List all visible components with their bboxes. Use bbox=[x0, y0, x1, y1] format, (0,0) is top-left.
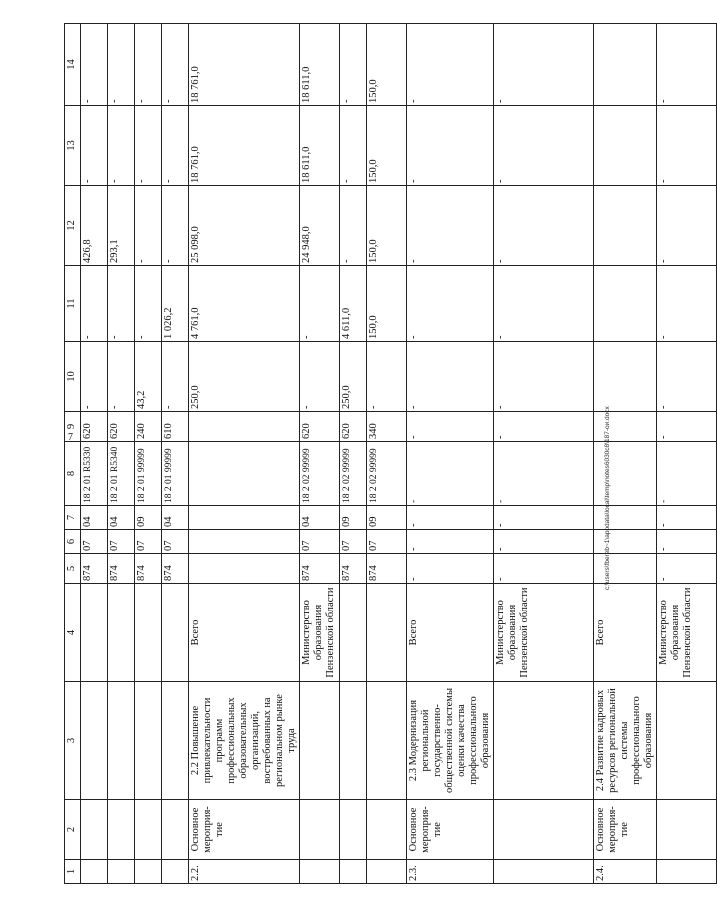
table-cell: - bbox=[657, 412, 717, 442]
table-cell bbox=[594, 342, 657, 412]
table-cell bbox=[594, 554, 657, 584]
table-row bbox=[657, 24, 717, 884]
table-cell: 07 bbox=[300, 530, 340, 554]
table-row bbox=[162, 24, 189, 884]
table-cell: - bbox=[494, 412, 594, 442]
table-cell bbox=[162, 584, 189, 682]
table-cell bbox=[135, 860, 162, 884]
table-cell: - bbox=[135, 186, 162, 266]
table-cell: 2.3. bbox=[407, 860, 494, 884]
table-cell: - bbox=[407, 266, 494, 342]
table-cell: 620 bbox=[81, 412, 108, 442]
header-col-1: 1 bbox=[65, 860, 81, 884]
table-cell: - bbox=[407, 412, 494, 442]
header-row bbox=[65, 24, 81, 884]
file-path-footer: c:\users\fbereb~1\appdata\local\temp\notes6030c8\187-ои.docx bbox=[604, 406, 611, 590]
table-row bbox=[300, 24, 340, 884]
table-cell bbox=[81, 584, 108, 682]
table-cell: 18 2 01 R5330 bbox=[81, 442, 108, 506]
table-body bbox=[81, 24, 717, 884]
table-cell: - bbox=[367, 342, 407, 412]
table-cell: - bbox=[135, 266, 162, 342]
table-cell bbox=[594, 266, 657, 342]
table-cell: - bbox=[108, 24, 135, 106]
table-cell: - bbox=[407, 106, 494, 186]
table-cell: 43,2 bbox=[135, 342, 162, 412]
table-cell: - bbox=[494, 186, 594, 266]
table-cell: 874 bbox=[300, 554, 340, 584]
table-cell: - bbox=[407, 554, 494, 584]
table-cell: - bbox=[81, 24, 108, 106]
table-cell bbox=[108, 800, 135, 860]
table-cell: - bbox=[162, 106, 189, 186]
table-cell bbox=[594, 24, 657, 106]
table-cell bbox=[367, 800, 407, 860]
table-cell: 426,8 bbox=[81, 186, 108, 266]
table-cell: - bbox=[657, 342, 717, 412]
table-cell: 610 bbox=[162, 412, 189, 442]
table-cell bbox=[340, 584, 367, 682]
header-col-8: 8 bbox=[65, 442, 81, 506]
table-cell bbox=[108, 584, 135, 682]
table-cell: 150,0 bbox=[367, 186, 407, 266]
table-cell: - bbox=[494, 530, 594, 554]
table-cell: 04 bbox=[162, 506, 189, 530]
table-cell bbox=[657, 800, 717, 860]
table-cell: 620 bbox=[300, 412, 340, 442]
table-cell: - bbox=[657, 554, 717, 584]
table-cell: - bbox=[657, 266, 717, 342]
table-cell: 24 948,0 bbox=[300, 186, 340, 266]
table-cell: - bbox=[657, 186, 717, 266]
table-cell bbox=[189, 412, 300, 442]
table-cell: - bbox=[657, 442, 717, 506]
table-cell bbox=[189, 554, 300, 584]
table-cell: - bbox=[81, 106, 108, 186]
table-cell: - bbox=[340, 186, 367, 266]
header-col-11: 11 bbox=[65, 266, 81, 342]
table-row bbox=[81, 24, 108, 884]
table-cell: 2.3 Модернизация региональной государственно-общественной системы оценки качества профессионального образования bbox=[407, 682, 494, 800]
table-cell bbox=[189, 442, 300, 506]
header-col-14: 14 bbox=[65, 24, 81, 106]
table-cell: 2.4 Развитие кадровых ресурсов региональной системы профессионального образования bbox=[594, 682, 657, 800]
table-cell: 04 bbox=[81, 506, 108, 530]
table-row bbox=[135, 24, 162, 884]
table-cell: - bbox=[407, 342, 494, 412]
table-cell: 18 2 02 99999 bbox=[367, 442, 407, 506]
table-row bbox=[108, 24, 135, 884]
table-cell: Основное мероприя-тие bbox=[189, 800, 300, 860]
table-cell bbox=[340, 682, 367, 800]
table-cell: - bbox=[494, 442, 594, 506]
table-cell: Всего bbox=[594, 584, 657, 682]
table-cell bbox=[81, 682, 108, 800]
table-cell: - bbox=[162, 342, 189, 412]
table-cell: 25 098,0 bbox=[189, 186, 300, 266]
table-cell: - bbox=[494, 106, 594, 186]
table-cell bbox=[594, 412, 657, 442]
table-cell: 2.2. bbox=[189, 860, 300, 884]
table-row bbox=[340, 24, 367, 884]
table-cell bbox=[300, 682, 340, 800]
table-cell: 620 bbox=[108, 412, 135, 442]
table-cell: - bbox=[657, 106, 717, 186]
table-cell: 18 761,0 bbox=[189, 24, 300, 106]
table-cell bbox=[494, 860, 594, 884]
table-cell: 150,0 bbox=[367, 106, 407, 186]
table-cell: 874 bbox=[135, 554, 162, 584]
table-cell: Министерство образования Пензенской области bbox=[300, 584, 340, 682]
table-cell: - bbox=[657, 24, 717, 106]
table-cell: 150,0 bbox=[367, 24, 407, 106]
table-cell bbox=[162, 682, 189, 800]
table-cell: 4 761,0 bbox=[189, 266, 300, 342]
budget-table bbox=[64, 23, 717, 884]
header-col-3: 3 bbox=[65, 682, 81, 800]
table-cell: 293,1 bbox=[108, 186, 135, 266]
table-cell bbox=[657, 860, 717, 884]
table-cell: - bbox=[108, 342, 135, 412]
table-cell: 340 bbox=[367, 412, 407, 442]
table-cell bbox=[189, 506, 300, 530]
table-cell: - bbox=[494, 266, 594, 342]
table-cell bbox=[594, 106, 657, 186]
table-row bbox=[367, 24, 407, 884]
page-number: 7 bbox=[68, 432, 73, 443]
table-cell: 09 bbox=[135, 506, 162, 530]
table-cell: 09 bbox=[367, 506, 407, 530]
table-cell: 874 bbox=[367, 554, 407, 584]
table-cell: - bbox=[135, 24, 162, 106]
table-row bbox=[594, 24, 657, 884]
table-cell: - bbox=[340, 24, 367, 106]
table-cell: 07 bbox=[81, 530, 108, 554]
table-cell: - bbox=[162, 186, 189, 266]
table-cell: 18 2 01 R5340 bbox=[108, 442, 135, 506]
table-cell: - bbox=[494, 342, 594, 412]
header-col-7: 7 bbox=[65, 506, 81, 530]
table-cell: - bbox=[494, 24, 594, 106]
table-cell: 874 bbox=[162, 554, 189, 584]
table-cell: Основное мероприя-тие bbox=[407, 800, 494, 860]
table-cell: - bbox=[494, 554, 594, 584]
table-cell: - bbox=[108, 266, 135, 342]
table-cell bbox=[594, 530, 657, 554]
table-cell: 250,0 bbox=[189, 342, 300, 412]
table-cell bbox=[135, 682, 162, 800]
table-cell: - bbox=[81, 266, 108, 342]
table-cell: - bbox=[407, 186, 494, 266]
table-cell: 2.2 Повышение привлекательности программ профессиональных образовательных организаций, востребованных на региональном рынке труда bbox=[189, 682, 300, 800]
table-cell bbox=[135, 584, 162, 682]
table-cell: - bbox=[135, 106, 162, 186]
table-cell: 874 bbox=[81, 554, 108, 584]
table-cell: 04 bbox=[108, 506, 135, 530]
header-col-12: 12 bbox=[65, 186, 81, 266]
table-cell: 18 761,0 bbox=[189, 106, 300, 186]
table-cell: 150,0 bbox=[367, 266, 407, 342]
table-cell bbox=[81, 860, 108, 884]
table-cell: 07 bbox=[367, 530, 407, 554]
table-cell bbox=[367, 584, 407, 682]
table-cell: - bbox=[81, 342, 108, 412]
table-cell bbox=[594, 186, 657, 266]
header-col-5: 5 bbox=[65, 554, 81, 584]
table-row bbox=[189, 24, 300, 884]
header-col-2: 2 bbox=[65, 800, 81, 860]
table-cell: 18 2 01 99999 bbox=[135, 442, 162, 506]
header-col-6: 6 bbox=[65, 530, 81, 554]
header-col-13: 13 bbox=[65, 106, 81, 186]
table-cell bbox=[81, 800, 108, 860]
table-cell bbox=[189, 530, 300, 554]
table-cell: - bbox=[657, 506, 717, 530]
table-cell bbox=[340, 800, 367, 860]
table-cell: 18 611,0 bbox=[300, 24, 340, 106]
table-cell: Всего bbox=[189, 584, 300, 682]
table-cell: 620 bbox=[340, 412, 367, 442]
table-cell bbox=[340, 860, 367, 884]
table-cell: - bbox=[407, 24, 494, 106]
table-header bbox=[65, 24, 81, 884]
table-cell bbox=[594, 442, 657, 506]
table-cell: 250,0 bbox=[340, 342, 367, 412]
table-cell: Всего bbox=[407, 584, 494, 682]
table-cell bbox=[367, 860, 407, 884]
table-cell bbox=[494, 800, 594, 860]
header-col-9: 9 bbox=[65, 412, 81, 442]
header-col-4: 4 bbox=[65, 584, 81, 682]
header-col-10: 10 bbox=[65, 342, 81, 412]
table-cell bbox=[367, 682, 407, 800]
table-cell: 07 bbox=[108, 530, 135, 554]
table-cell bbox=[300, 860, 340, 884]
table-cell: 18 611,0 bbox=[300, 106, 340, 186]
table-cell bbox=[135, 800, 162, 860]
table-cell: - bbox=[657, 530, 717, 554]
table-cell: - bbox=[108, 106, 135, 186]
table-cell: 07 bbox=[340, 530, 367, 554]
table-cell: - bbox=[407, 442, 494, 506]
table-cell bbox=[108, 682, 135, 800]
table-cell: - bbox=[300, 342, 340, 412]
table-cell: 240 bbox=[135, 412, 162, 442]
table-row bbox=[494, 24, 594, 884]
table-cell: 07 bbox=[135, 530, 162, 554]
table-cell: Основное мероприя-тие bbox=[594, 800, 657, 860]
table-cell: - bbox=[300, 266, 340, 342]
table-cell bbox=[108, 860, 135, 884]
table-cell: - bbox=[340, 106, 367, 186]
table-cell: 2.4. bbox=[594, 860, 657, 884]
table-cell: - bbox=[162, 24, 189, 106]
table-cell: 09 bbox=[340, 506, 367, 530]
table-cell bbox=[657, 682, 717, 800]
table-cell: - bbox=[407, 530, 494, 554]
table-cell: 874 bbox=[108, 554, 135, 584]
table-cell bbox=[162, 860, 189, 884]
table-cell: 18 2 01 99999 bbox=[162, 442, 189, 506]
table-cell bbox=[300, 800, 340, 860]
table-cell: 18 2 02 99999 bbox=[340, 442, 367, 506]
table-cell: 18 2 02 99999 bbox=[300, 442, 340, 506]
table-cell bbox=[594, 506, 657, 530]
table-cell: - bbox=[407, 506, 494, 530]
table-cell: 1 026,2 bbox=[162, 266, 189, 342]
table-cell: 874 bbox=[340, 554, 367, 584]
table-cell: - bbox=[494, 506, 594, 530]
table-cell: Министерство образования Пензенской области bbox=[657, 584, 717, 682]
table-cell: Министерство образования Пензенской области bbox=[494, 584, 594, 682]
table-cell: 04 bbox=[300, 506, 340, 530]
table-cell bbox=[162, 800, 189, 860]
table-cell bbox=[494, 682, 594, 800]
table-row bbox=[407, 24, 494, 884]
table-cell: 4 611,0 bbox=[340, 266, 367, 342]
table-cell: 07 bbox=[162, 530, 189, 554]
